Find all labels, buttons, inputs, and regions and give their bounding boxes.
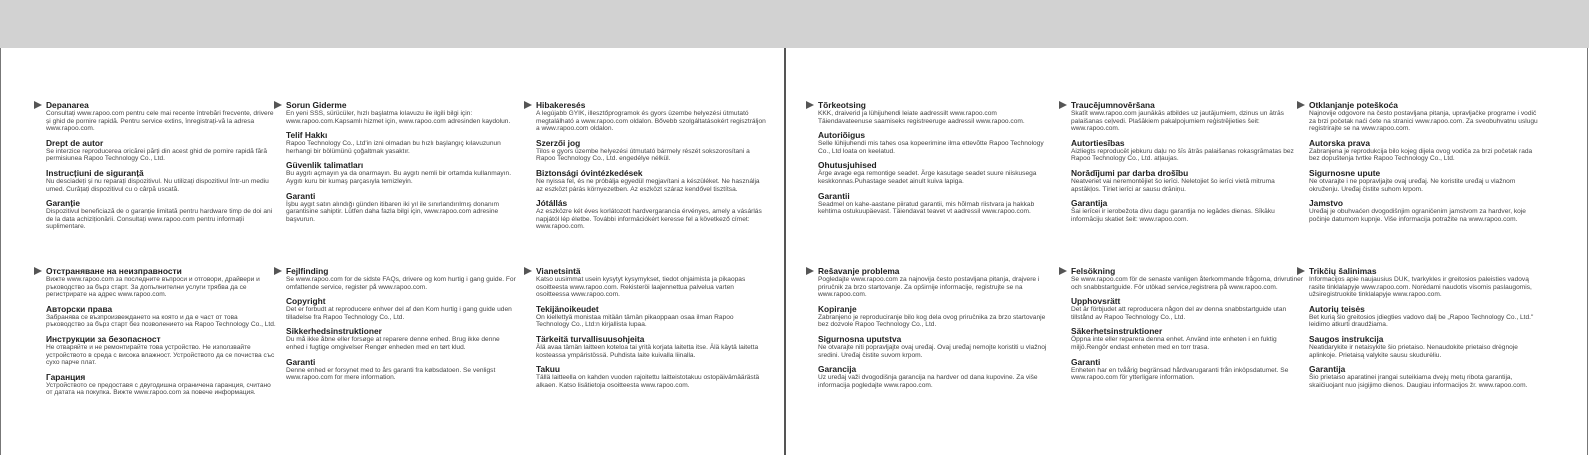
section-heading-text: Norādījumi par darba drošību	[1071, 167, 1189, 178]
section-heading	[536, 168, 768, 178]
section-body: Seadmel on kahe-aastane piiratud garantii, mis hõlmab riistvara ja hakkab kehtima ostukuupäevast. Täiendavat teavet vt aadressil www.rapoo.com.	[818, 200, 1035, 216]
section	[536, 138, 768, 163]
section-body: Se interzice reproducerea oricărei părți din acest ghid de pornire rapidă fără permisiunea Rapoo Technology Co., Ltd.	[46, 147, 268, 163]
section-body: Ne otvarajte niti popravljajte ovaj uređaj. Ovaj uređaj nemojte koristiti u vlažnoj sredini. Uređaj čistite suvom krpom.	[818, 343, 1047, 359]
section-body: KKK, draiverid ja lühijuhendi leiate aadressilt www.rapoo.com Täiendavateenuse saamiseks registreeruge aadressil www.rapoo.com.	[818, 110, 1025, 125]
section-body: Se www.rapoo.com för de senaste vanligen återkommande frågorna, drivrutiner och snabbstartguide. För utökad service,registrera på www.rapoo.com.	[1071, 276, 1303, 291]
section	[818, 304, 1050, 329]
section	[286, 266, 518, 291]
section-body: Najnovije odgovore na često postavljana pitanja, upravljačke programe i vodič za brzi početak naći ćete na stranici www.rapoo.com. Za sveobuhvatnu uslugu registrirajte se na www.rapoo.com.	[1309, 110, 1538, 133]
section-heading	[818, 130, 1050, 140]
section	[46, 138, 278, 163]
section-heading	[286, 130, 518, 140]
section	[818, 364, 1050, 389]
section-body: Bet kurią šio greitosios įdiegties vadovo dalį be „Rapoo Technology Co., Ltd." leidimo atkurti draudžiama.	[1309, 313, 1534, 329]
section-heading-text: Saugos instrukcija	[1309, 333, 1384, 344]
section-body: Neatveriet vai neremontējiet šo ierīci. Neletojiet šo ierīci vietā mitruma apstākļos. Tīriet ierīci ar sausu drāniņu.	[1071, 177, 1275, 193]
triangle-bullet-icon	[524, 101, 532, 109]
section-heading	[1071, 198, 1303, 208]
text-block	[46, 100, 278, 236]
section-heading-text: Garantija	[1071, 198, 1108, 209]
section-heading-text: Rešavanje problema	[818, 266, 900, 276]
section-heading	[536, 304, 768, 314]
section-body: Uređaj je obuhvaćen dvogodišnjim ograničenim jamstvom za hardver, koje počinje datumom kupnje. Više informacija potražite na www.rapoo.com.	[1309, 208, 1526, 223]
section-heading	[46, 266, 278, 276]
triangle-bullet-icon	[1297, 267, 1305, 275]
section-heading	[1309, 138, 1541, 148]
section-heading	[1071, 168, 1303, 178]
section-heading-text: Fejlfinding	[286, 266, 329, 276]
section-heading	[536, 266, 768, 276]
section-heading-text: Kopiranje	[818, 303, 857, 314]
text-block	[818, 266, 1050, 394]
section-heading	[286, 357, 518, 367]
section	[536, 100, 768, 133]
text-block	[1309, 266, 1541, 394]
section-heading-text: Tekijänoikeudet	[536, 303, 599, 314]
section-heading	[286, 191, 518, 201]
section-heading	[1309, 198, 1541, 208]
section-body: Öppna inte eller reparera denna enhet. Använd inte enheten i en fuktig miljö.Rengör endast enheten med en torr trasa.	[1071, 336, 1277, 351]
section-heading-text: Drept de autor	[46, 137, 104, 148]
section-heading	[286, 296, 518, 306]
triangle-bullet-icon	[274, 101, 282, 109]
section-body: Uz uređaj važi dvogodišnja garancija na hardver od dana kupovine. Za više informacija pogledajte www.rapoo.com.	[818, 374, 1038, 389]
section	[1071, 326, 1303, 351]
section-body: Denne enhed er forsynet med to års garanti fra købsdatoen. Se venligst www.rapoo.com for mere information.	[286, 366, 496, 382]
section-heading-text: Sigurnosna uputstva	[818, 333, 902, 344]
section-body: Pogledajte www.rapoo.com za najnovija često postavljana pitanja, drajvere i priručnik za brzo startovanje. Za opširnije informacije, registrujte se na www.rapoo.com.	[818, 276, 1040, 299]
section-heading-text: Jamstvo	[1309, 198, 1343, 209]
section	[286, 130, 518, 155]
section	[1309, 334, 1541, 359]
section-heading	[1309, 304, 1541, 314]
text-block	[1309, 100, 1541, 228]
section-heading	[46, 100, 278, 110]
section-heading	[818, 304, 1050, 314]
section-heading	[1071, 100, 1303, 110]
section	[1309, 138, 1541, 163]
section-heading-text: Tõrkeotsing	[818, 100, 866, 110]
section	[1309, 266, 1541, 299]
section-heading	[818, 364, 1050, 374]
section-body: İşbu aygıt satın alındığı günden itibaren iki yıl ile sınırlandırılmış donanım garantisine sahiptir. Lütfen daha fazla bilgi için, www.rapoo.com adresine başvurun.	[286, 200, 499, 223]
triangle-bullet-icon	[274, 267, 282, 275]
section-heading-text: Sikkerhedsinstruktioner	[286, 326, 382, 337]
text-block	[46, 266, 278, 402]
section	[286, 160, 518, 185]
section-heading-text: Copyright	[286, 296, 326, 307]
header-band	[0, 0, 1589, 48]
section-body: Zabranjeno je reproduciranje bilo kog dela ovog priručnika za brzo startovanje bez dozvole Rapoo Technology Co., Ltd.	[818, 313, 1046, 329]
section-body: Älä avaa tämän laitteen koteloa tai yritä korjata laitetta itse. Älä käytä laitetta kosteassa ympäristössä. Puhdista laite kuivalla liinalla.	[536, 343, 759, 359]
section	[286, 296, 518, 321]
section-heading-text: Инструкции за безопасност	[46, 333, 161, 344]
section	[818, 334, 1050, 359]
section-body: Šio prietaiso aparatinei įrangai suteikiama dvejų metų ribota garantija, skaičiuojant nuo įsigijimo dienos. Daugiau informacijos žr. www.rapoo.com.	[1309, 374, 1528, 389]
triangle-bullet-icon	[34, 101, 42, 109]
section-heading-text: Telif Hakkı	[286, 130, 328, 141]
section-body: Ärge avage ega remontige seadet. Ärge kasutage seadet suure niiskusega keskkonnas.Puhastage seadet ainult kuiva lapiga.	[818, 170, 1037, 185]
section-heading	[818, 160, 1050, 170]
section	[1309, 304, 1541, 329]
section-heading	[1309, 100, 1541, 110]
section-heading-text: Upphovsrätt	[1071, 296, 1121, 307]
section-heading-text: Авторски права	[46, 303, 113, 314]
triangle-bullet-icon	[524, 267, 532, 275]
section-body: Enheten har en tvåårig begränsad hårdvarugaranti från inköpsdatumet. Se www.rapoo.com för ytterligare information.	[1071, 366, 1289, 382]
section-body: Bu aygıtı açmayın ya da onarmayın. Bu aygıtı nemli bir ortamda kullanmayın. Aygıtı kuru bir kumaş parçasıyla temizleyin.	[286, 170, 512, 185]
section-heading	[286, 100, 518, 110]
section	[536, 198, 768, 231]
section-heading-text: Depanarea	[46, 100, 89, 110]
section-heading-text: Garanti	[286, 190, 316, 201]
section-heading-text: Garanti	[286, 356, 316, 367]
section-heading	[286, 266, 518, 276]
section-body: Du må ikke åbne eller forsøge at reparere denne enhed. Brug ikke denne enhed i fugtige omgivelser Rengør enheden med en tørt klud.	[286, 336, 500, 351]
section-heading	[536, 334, 768, 344]
section	[536, 364, 768, 389]
section-body: En yeni SSS, sürücüler, hızlı başlatma kılavuzu ile ilgili bilgi için: www.rapoo.com.Kapsamlı hizmet için, www.rapoo.com adresinden kaydolun.	[286, 110, 511, 125]
section-body: A legújabb GYIK, illesztőprogramok és gyors üzembe helyezési útmutató megtalálható a www.rapoo.com oldalon. Bővebb szolgáltatásokért regisztráljon a www.rapoo.com oldalon.	[536, 110, 766, 133]
section-heading-text: Autorska prava	[1309, 137, 1370, 148]
section-heading-text: Autortiesības	[1071, 137, 1125, 148]
section-heading-text: Garanție	[46, 198, 80, 209]
section-heading	[1309, 334, 1541, 344]
section	[46, 372, 278, 397]
section-body: Не отваряйте и не ремонтирайте това устройство. Не използвайте устройството в среда с висока влажност. Устройството да се почиства със сухо парче плат.	[46, 343, 275, 367]
section-body: Rapoo Technology Co., Ltd'in izni olmadan bu hızlı başlangıç kılavuzunun herhangi bir bölümünü çoğaltmak yasaktır.	[286, 140, 501, 155]
section	[1309, 198, 1541, 223]
section-body: Zabranjena je reprodukcija bilo kojeg dijela ovog vodiča za brzi početak rada bez dopuštenja tvrtke Rapoo Technology Co., Ltd.	[1309, 147, 1533, 163]
section	[1071, 266, 1303, 291]
section	[1309, 100, 1541, 133]
triangle-bullet-icon	[806, 101, 814, 109]
section	[286, 191, 518, 224]
section	[536, 304, 768, 329]
section-heading-text: Felsökning	[1071, 266, 1116, 276]
text-block	[818, 100, 1050, 221]
section	[1071, 357, 1303, 382]
section-body: Det er forbudt at reproducere enhver del af den Kom hurtig i gang guide uden tilladelse fra Rapoo Technology Co., Ltd.	[286, 306, 512, 321]
section-body: Aizliegts reproducēt jebkuru daļu no šīs ātrās palaišanas rokasgrāmatas bez Rapoo Technology Co., Ltd. atļaujas.	[1071, 147, 1294, 163]
section-body: Dispozitivul beneficiază de o garanție limitată pentru hardware timp de doi ani de la data achiziționării. Consultați www.rapoo.com pentru informații suplimentare.	[46, 208, 273, 231]
section-body: On kiellettyä monistaa mitään tämän pikaoppaan osaa ilman Rapoo Technology Co., Ltd:n kirjallista lupaa.	[536, 313, 734, 329]
section	[1071, 138, 1303, 163]
section-body: Вижте www.rapoo.com за последните въпроси и отговори, драйвери и ръководство за бърз старт. За допълнителни услуги трябва да се регистрирате на адрес www.rapoo.com.	[46, 276, 260, 299]
section-body: Det är förbjudet att reproducera någon del av denna snabbstartguide utan tillstånd av Rapoo Technology Co., Ltd.	[1071, 306, 1287, 321]
section-heading-text: Instrucțiuni de siguranță	[46, 167, 144, 178]
section-heading-text: Biztonsági óvintézkedések	[536, 167, 643, 178]
triangle-bullet-icon	[34, 267, 42, 275]
section-heading-text: Hibakeresés	[536, 100, 586, 110]
section-body: Informacijos apie naujausius DUK, tvarkykles ir greitosios paleisties vadovą rasite tinklalapyje www.rapoo.com. Norėdami naudotis visomis paslaugomis, užsiregistruokite tinklalapyje www.rapoo.com.	[1309, 276, 1532, 299]
section-heading-text: Säkerhetsinstruktioner	[1071, 326, 1163, 337]
section	[1071, 198, 1303, 223]
section-heading	[1071, 326, 1303, 336]
page-fold-divider	[784, 48, 786, 455]
section-body: Nu desciadeți și nu reparați dispozitivul. Nu utilizați dispozitivul într-un mediu umed. Curățați dispozitivul cu o cârpă uscată.	[46, 177, 269, 193]
section	[818, 191, 1050, 216]
section-heading	[818, 266, 1050, 276]
section-heading-text: Garantija	[1309, 364, 1346, 375]
section	[1071, 168, 1303, 193]
section-body: Az eszközre két éves korlátozott hardvergarancia érvényes, amely a vásárlás napjától lép életbe. További információkért keresse fel a következő címet: www.rapoo.com.	[536, 208, 762, 231]
section-heading	[286, 326, 518, 336]
section-heading	[286, 160, 518, 170]
section	[46, 100, 278, 133]
text-block	[1071, 266, 1303, 387]
section-heading-text: Autorių teisės	[1309, 303, 1365, 314]
section-heading	[818, 191, 1050, 201]
section-body: Забранява се възпроизвеждането на която и да е част от това ръководство за бърз старт без позволението на Rapoo Technology Co., Ltd.	[46, 313, 276, 329]
section-heading	[46, 168, 278, 178]
section-heading-text: Garanti	[1071, 356, 1101, 367]
text-block	[286, 266, 518, 387]
section	[818, 100, 1050, 125]
section-heading-text: Отстраняване на неизправности	[46, 266, 182, 276]
section	[1309, 168, 1541, 193]
section	[536, 334, 768, 359]
section-heading	[818, 334, 1050, 344]
section-heading	[536, 138, 768, 148]
text-block	[536, 100, 768, 236]
section-body: Tällä laitteella on kahden vuoden rajoitettu laitteistotakuu ostopäivämäärästä alkaen. Katso lisätietoja osoitteesta www.rapoo.com.	[536, 374, 760, 389]
section-body: Consultați www.rapoo.com pentru cele mai recente întrebări frecvente, drivere și ghid de pornire rapidă. Pentru service extins, înregistrați-vă la adresa www.rapoo.com.	[46, 110, 274, 133]
section-body: Katso uusimmat usein kysytyt kysymykset, tiedot ohjaimista ja pikaopas osoitteesta www.rapoo.com. Rekisteröi laajennettua palvelua varten osoitteessa www.rapoo.com.	[536, 276, 746, 299]
section-body: Neatidarykite ir netaisykite šio prietaiso. Nenaudokite prietaiso drėgnoje aplinkoje. Prietaisą valykite sausu skudurėliu.	[1309, 343, 1518, 359]
triangle-bullet-icon	[1297, 101, 1305, 109]
section-heading	[1309, 168, 1541, 178]
section-heading	[536, 100, 768, 110]
triangle-bullet-icon	[806, 267, 814, 275]
section-heading-text: Szerzői jog	[536, 137, 581, 148]
section-body: Se www.rapoo.com for de sidste FAQs, drivere og kom hurtig i gang guide. For omfattende service, register på www.rapoo.com.	[286, 276, 516, 291]
section-heading	[818, 100, 1050, 110]
section	[46, 334, 278, 367]
section	[536, 266, 768, 299]
section	[286, 357, 518, 382]
section	[818, 266, 1050, 299]
section-heading	[46, 138, 278, 148]
section-heading-text: Tärkeitä turvallisuusohjeita	[536, 333, 645, 344]
section-heading	[536, 198, 768, 208]
section-heading	[1071, 138, 1303, 148]
section	[286, 100, 518, 125]
section-heading-text: Güvenlik talimatları	[286, 160, 364, 171]
triangle-bullet-icon	[1059, 101, 1067, 109]
triangle-bullet-icon	[1059, 267, 1067, 275]
section	[536, 168, 768, 193]
section-heading-text: Otklanjanje poteškoća	[1309, 100, 1398, 110]
text-block	[536, 266, 768, 394]
section	[46, 168, 278, 193]
page-border-right	[1587, 48, 1588, 455]
section-heading	[536, 364, 768, 374]
section-heading-text: Traucējumnovēršana	[1071, 100, 1155, 110]
section-heading-text: Garantii	[818, 190, 850, 201]
section	[818, 160, 1050, 185]
section	[1071, 296, 1303, 321]
section-heading	[1309, 364, 1541, 374]
section-heading	[1071, 266, 1303, 276]
section	[1309, 364, 1541, 389]
section-heading-text: Garancija	[818, 364, 857, 375]
section-heading-text: Vianetsintä	[536, 266, 581, 276]
section-heading-text: Trikčių šalinimas	[1309, 266, 1377, 276]
section-heading-text: Ohutusjuhised	[818, 160, 877, 171]
section-body: Устройството се предоставя с двугодишна ограничена гаранция, считано от датата на покупка. Вижте www.rapoo.com за повече информация.	[46, 381, 271, 397]
section-body: Skatīt www.rapoo.com jaunākās atbildes uz jautājumiem, dzinus un ātrās palaišanas ceļvedi. Plašākiem pakalpojumiem reģistrējieties šeit: www.rapoo.com.	[1071, 110, 1284, 133]
section-heading	[46, 334, 278, 344]
section	[46, 198, 278, 231]
section-heading	[46, 372, 278, 382]
section-heading-text: Гаранция	[46, 371, 86, 382]
section	[46, 304, 278, 329]
section-heading-text: Jótállás	[536, 198, 568, 209]
section	[818, 130, 1050, 155]
section	[46, 266, 278, 299]
section	[1071, 100, 1303, 133]
page-border-left	[0, 48, 1, 455]
text-block	[1071, 100, 1303, 228]
section-heading-text: Takuu	[536, 364, 561, 375]
text-block	[286, 100, 518, 228]
section-heading	[46, 198, 278, 208]
section-heading-text: Sorun Giderme	[286, 100, 347, 110]
section-body: Ne otvarajte i ne popravljajte ovaj uređaj. Ne koristite uređaj u vlažnom okruženju. Uređaj čistite suhom krpom.	[1309, 177, 1516, 193]
section-heading-text: Sigurnosne upute	[1309, 167, 1381, 178]
section-heading	[1071, 357, 1303, 367]
section	[286, 326, 518, 351]
section-heading	[1071, 296, 1303, 306]
section-body: Selle lühijuhendi mis tahes osa kopeerimine ilma ettevõtte Rapoo Technology Co., Ltd loata on keelatud.	[818, 140, 1044, 155]
section-body: Šai ierīcei ir ierobežota divu dagu garantija no iegādes dienas. Sīkāku informāciju skatiet šeit: www.rapoo.com.	[1071, 208, 1275, 223]
section-body: Ne nyissa fel, és ne próbálja egyedül megjavítani a készüléket. Ne használja az eszközt párás környezetben. Az eszközt száraz kendővel tisztítsa.	[536, 177, 760, 193]
section-heading	[1309, 266, 1541, 276]
section-body: Tilos e gyors üzembe helyezési útmutató bármely részét sokszorosítani a Rapoo Technology Co., Ltd. engedélye nélkül.	[536, 147, 750, 163]
section-heading	[46, 304, 278, 314]
section-heading-text: Autoriõigus	[818, 130, 865, 141]
